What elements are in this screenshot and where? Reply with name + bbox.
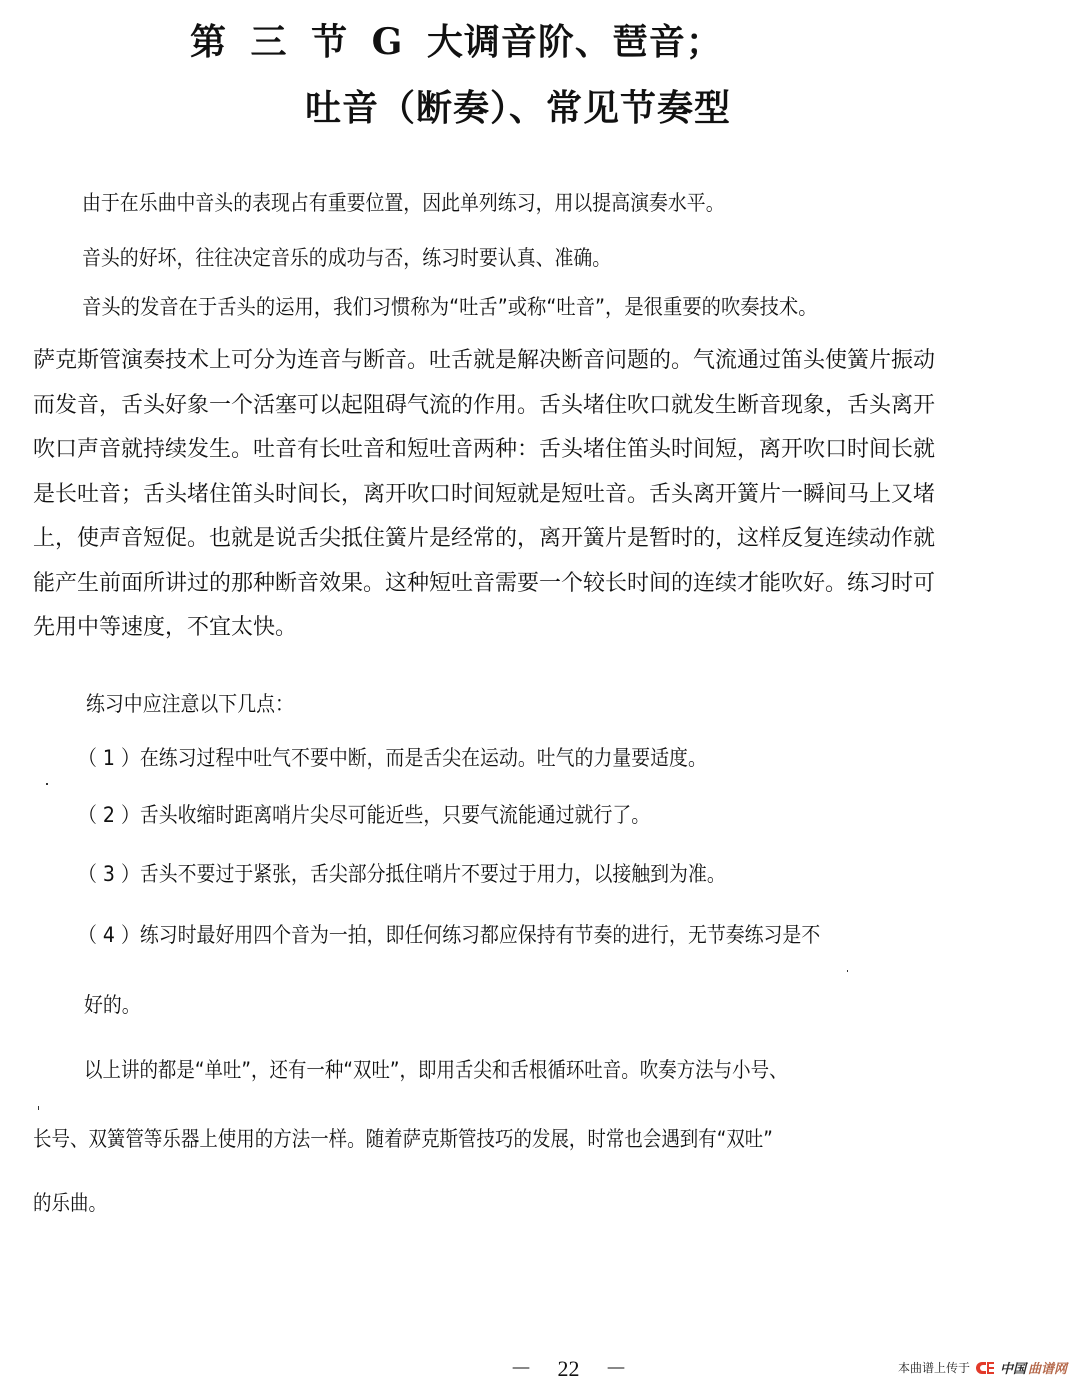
intro-paragraph-3: 音头的发音在于舌头的运用，我们习惯称为“吐舌”或称“吐音”，是很重要的吹奏技术。 xyxy=(82,295,818,319)
site-name-part-1: 中国 xyxy=(1000,1362,1027,1377)
note-item-4: （ 4 ）练习时最好用四个音为一拍，即任何练习都应保持有节奏的进行，无节奏练习是不 xyxy=(78,923,821,947)
closing-line-2: 长号、双簧管等乐器上使用的方法一样。随着萨克斯管技巧的发展，时常也会遇到有“双吐” xyxy=(33,1127,773,1151)
note-item-4-continuation: 好的。 xyxy=(84,993,141,1017)
note-item-1: （ 1 ）在练习过程中吐气不要中断，而是舌尖在运动。吐气的力量要适度。 xyxy=(78,746,707,770)
site-name-part-2: 曲谱网 xyxy=(1028,1362,1068,1377)
body-line: 先用中等速度，不宜太快。 xyxy=(33,615,298,640)
watermark-prefix: 本曲谱上传于 xyxy=(898,1361,971,1375)
closing-line-1: 以上讲的都是“单吐”，还有一种“双吐”，即用舌尖和舌根循环吐音。吹奏方法与小号、 xyxy=(84,1058,788,1082)
scan-speck xyxy=(847,970,848,972)
closing-line-3: 的乐曲。 xyxy=(33,1191,107,1215)
section-title-line-2: 吐音（断奏）、常见节奏型 xyxy=(305,87,732,129)
body-line: 吹口声音就持续发生。吐音有长吐音和短吐音两种：舌头堵住笛头时间短，离开吹口时间长就 xyxy=(33,437,936,462)
body-line: 是长吐音；舌头堵住笛头时间长，离开吹口时间短就是短吐音。舌头离开簧片一瞬间马上又堵 xyxy=(33,481,936,507)
intro-paragraph-1: 由于在乐曲中音头的表现占有重要位置，因此单列练习，用以提高演奏水平。 xyxy=(82,191,725,215)
body-line: 萨克斯管演奏技术上可分为连音与断音。吐舌就是解决断音问题的。气流通过笛头使簧片振动 xyxy=(33,348,936,373)
body-paragraph xyxy=(33,339,1073,651)
body-line: 而发音，舌头好象一个活塞可以起阻碍气流的作用。舌头堵住吹口就发生断音现象，舌头离开 xyxy=(33,392,936,418)
note-item-3: （ 3 ）舌头不要过于紧张，舌尖部分抵住哨片不要过于用力，以接触到为准。 xyxy=(78,862,726,886)
site-logo-icon xyxy=(976,1362,994,1374)
body-line: 上，使声音短促。也就是说舌尖抵住簧片是经常的，离开簧片是暂时的，这样反复连续动作就 xyxy=(33,526,936,551)
notes-heading: 练习中应注意以下几点： xyxy=(86,692,294,716)
section-title-line-1: 第 三 节 G 大调音阶、琶音； xyxy=(190,21,723,63)
scan-speck xyxy=(38,1106,39,1110)
page-number: － 22 － xyxy=(510,1356,628,1381)
scan-speck xyxy=(46,783,48,785)
intro-paragraph-2: 音头的好坏，往往决定音乐的成功与否，练习时要认真、准确。 xyxy=(82,246,612,270)
note-item-2: （ 2 ）舌头收缩时距离哨片尖尽可能近些，只要气流能通过就行了。 xyxy=(78,803,651,827)
watermark xyxy=(898,1358,1067,1377)
body-line: 能产生前面所讲过的那种断音效果。这种短吐音需要一个较长时间的连续才能吹好。练习时可 xyxy=(33,570,936,596)
